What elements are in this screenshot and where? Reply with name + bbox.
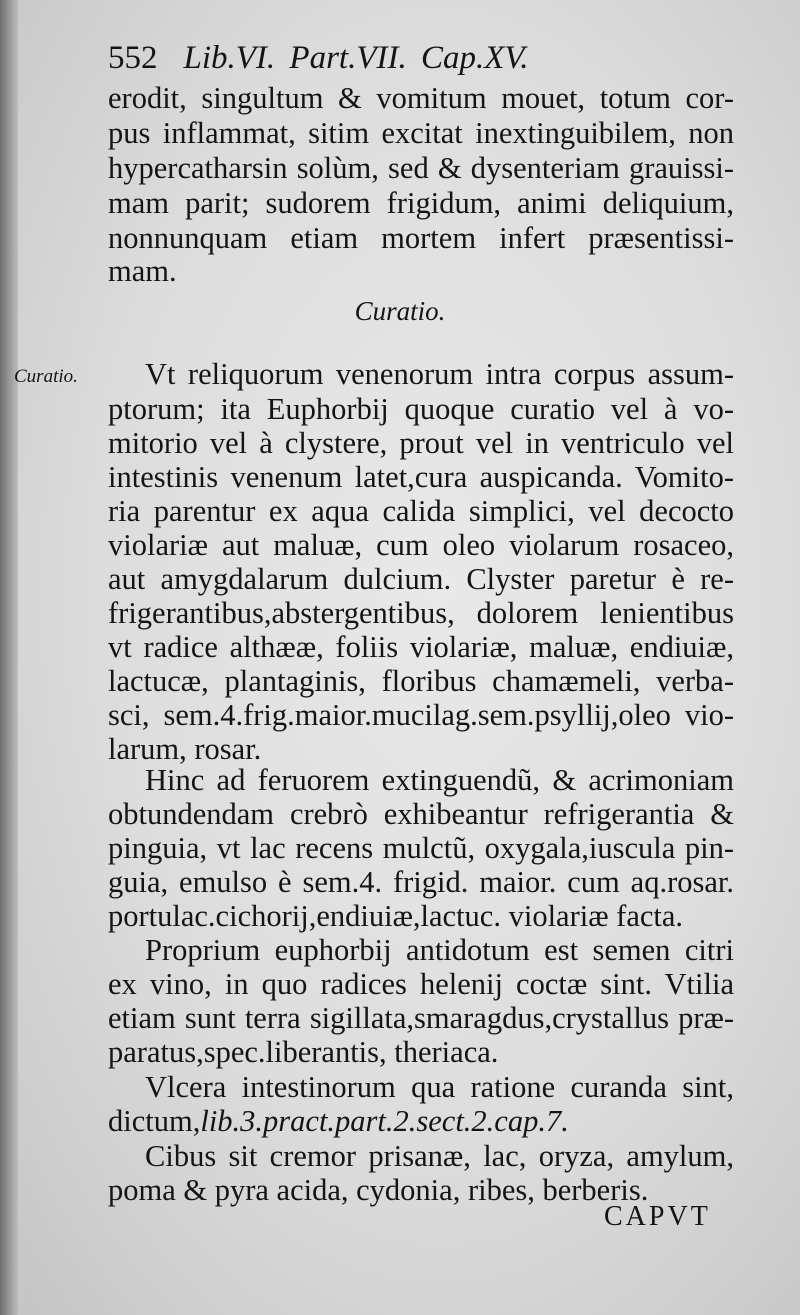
citation-reference: lib.3.pract.part.2.sect.2.cap.7. — [200, 1104, 569, 1138]
text-line: vt radice althææ, foliis violariæ, maluæ, endiuiæ, — [108, 630, 734, 664]
text-line: frigerantibus,abstergentibus, dolorem lenientibus — [108, 596, 734, 630]
text-line — [108, 1103, 734, 1139]
section-heading: Curatio. — [354, 296, 446, 326]
text-line: erodit, singultum & vomitum mouet, totum cor- — [108, 81, 734, 115]
running-title: Lib.VI. Part.VII. Cap.XV. — [183, 40, 529, 76]
text-line: mitorio vel à clystere, prout vel in ventriculo vel — [108, 426, 734, 460]
text-line: mam. — [108, 254, 177, 288]
margin-note: Curatio. — [14, 366, 78, 387]
text-line: lactucæ, plantaginis, floribus chamæmeli, verba- — [108, 664, 734, 698]
text-line: etiam sunt terra sigillata,smaragdus,crystallus præ- — [108, 1001, 734, 1035]
text-line: guia, emulso è sem.4. frigid. maior. cum aq.rosar. — [108, 865, 734, 899]
text-span: dictum, — [108, 1104, 201, 1138]
running-header — [108, 40, 708, 84]
text-line: sci, sem.4.frig.maior.mucilag.sem.psyllij,oleo vio- — [108, 698, 734, 732]
text-line: larum, rosar. — [108, 732, 262, 766]
text-line: ria parentur ex aqua calida simplici, vel decocto — [108, 494, 734, 528]
text-line: poma & pyra acida, cydonia, ribes, berberis. — [108, 1173, 649, 1207]
text-line: violariæ aut maluæ, cum oleo violarum rosaceo, — [108, 528, 734, 562]
text-line: Proprium euphorbij antidotum est semen citri — [145, 933, 734, 967]
text-line: intestinis venenum latet,cura auspicanda. Vomito- — [108, 460, 734, 494]
page-gutter-shadow — [0, 0, 18, 1315]
text-line: portulac.cichorij,endiuiæ,lactuc. violariæ facta. — [108, 899, 684, 933]
page-number: 552 — [108, 40, 158, 76]
text-line: ex vino, in quo radices helenij coctæ sint. Vtilia — [108, 967, 734, 1001]
catchword: CAPVT — [604, 1201, 711, 1232]
text-line: pus inflammat, sitim excitat inextinguibilem, non — [108, 116, 734, 150]
text-line: Vlcera intestinorum qua ratione curanda sint, — [145, 1070, 734, 1104]
text-line: Hinc ad feruorem extinguendũ, & acrimoniam — [145, 763, 734, 797]
text-line: mam parit; sudorem frigidum, animi deliquium, — [108, 186, 734, 220]
text-line: ptorum; ita Euphorbij quoque curatio vel à vo- — [108, 392, 734, 426]
text-line: pinguia, vt lac recens mulctũ, oxygala,iuscula pin- — [108, 831, 734, 865]
text-line: nonnunquam etiam mortem infert præsentissi- — [108, 221, 734, 255]
text-line: Cibus sit cremor prisanæ, lac, oryza, amylum, — [145, 1139, 734, 1173]
text-line: Vt reliquorum venenorum intra corpus assum- — [145, 357, 734, 391]
text-line: hypercatharsin solùm, sed & dysenteriam grauissi- — [108, 151, 734, 185]
text-line: aut amygdalarum dulcium. Clyster paretur è re- — [108, 562, 734, 596]
text-line: obtundendam crebrò exhibeantur refrigerantia & — [108, 797, 734, 831]
text-line: paratus,spec.liberantis, theriaca. — [108, 1035, 499, 1069]
